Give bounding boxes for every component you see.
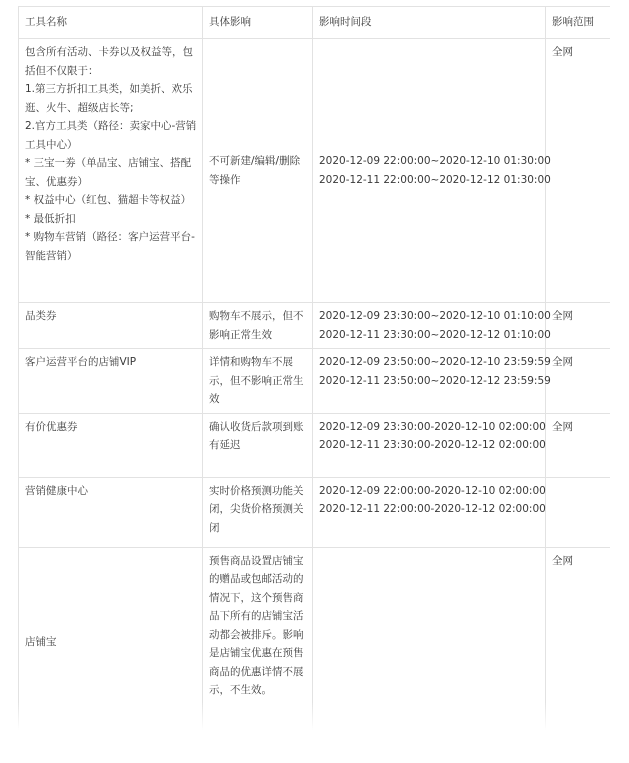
table-header [19,7,611,39]
tool-name-cell: 营销健康中心 [19,477,203,547]
scope-cell: 全网 [546,39,611,303]
impact-cell: 购物车不展示，但不影响正常生效 [203,303,313,349]
time-range: 2020-12-11 22:00:00~2020-12-12 01:30:00 [319,173,551,186]
table-body [19,39,611,738]
scope-cell: 全网 [546,547,611,737]
tool-description-line: 1.第三方折扣工具类，如美折、欢乐逛、火牛、超级店长等; [25,83,193,114]
impact-cell: 不可新建/编辑/删除等操作 [203,39,313,303]
table-row [19,39,611,303]
tool-description-line: 2.官方工具类（路径：卖家中心-营销工具中心） [25,120,197,151]
tool-name-cell: 店铺宝 [19,547,203,737]
scope-cell [546,477,611,547]
table-header-row [19,7,611,39]
tool-description-line: * 购物车营销（路径：客户运营平台-智能营销） [25,231,195,262]
tool-description-line: * 权益中心（红包、猫超卡等权益） [25,194,192,206]
time-period-cell [313,349,551,414]
bottom-fade-overlay [18,702,610,742]
time-period-cell [313,413,546,477]
impact-table [18,6,610,738]
header-tool-name: 工具名称 [19,7,203,39]
table-row [19,303,611,349]
table-row [19,477,611,547]
tool-description-line: 包含所有活动、卡券以及权益等，包括但不仅限于： [25,46,193,77]
header-scope: 影响范围 [546,7,611,39]
impact-cell: 实时价格预测功能关闭，尖货价格预测关闭 [203,477,313,547]
time-range: 2020-12-09 22:00:00~2020-12-10 01:30:00 [319,155,551,167]
impact-cell: 详情和购物车不展示，但不影响正常生效 [203,349,313,414]
time-range: 2020-12-11 22:00:00-2020-12-12 02:00:00 [319,503,546,515]
tool-name-cell [19,39,203,303]
tool-description-line: * 最低折扣 [25,212,76,225]
time-range: 2020-12-11 23:50:00~2020-12-12 23:59:59 [319,374,551,387]
tool-name-cell: 有价优惠券 [19,413,203,477]
time-range: 2020-12-11 23:30:00~2020-12-12 01:10:00 [319,328,551,341]
impact-cell: 确认收货后款项到账有延迟 [203,413,313,477]
scope-cell: 全网 [546,349,611,414]
time-range: 2020-12-09 23:50:00~2020-12-10 23:59:59 [319,356,551,368]
time-period-cell [313,39,551,303]
impact-table-container [18,6,610,738]
scope-cell: 全网 [546,413,611,477]
table-row [19,349,611,414]
time-period-cell [313,477,546,547]
time-range: 2020-12-09 22:00:00-2020-12-10 02:00:00 [319,484,546,497]
time-range: 2020-12-09 23:30:00~2020-12-10 01:10:00 [319,310,551,322]
tool-name-cell: 品类券 [19,303,203,349]
header-impact: 具体影响 [203,7,313,39]
time-period-cell [313,303,551,349]
table-row [19,413,611,477]
tool-description-line: * 三宝一劵（单品宝、店铺宝、搭配宝、优惠券） [25,157,192,188]
time-range: 2020-12-09 23:30:00-2020-12-10 02:00:00 [319,420,546,433]
scope-cell: 全网 [546,303,611,349]
header-time-period: 影响时间段 [313,7,546,39]
tool-name-cell: 客户运营平台的店铺VIP [19,349,203,414]
impact-cell: 预售商品设置店铺宝的赠品或包邮活动的情况下，这个预售商品下所有的店铺宝活动都会被排斥。影响是店铺宝优惠在预售商品的优惠详情不展示，不生效。 [203,547,313,737]
time-range: 2020-12-11 23:30:00-2020-12-12 02:00:00 [319,439,546,451]
